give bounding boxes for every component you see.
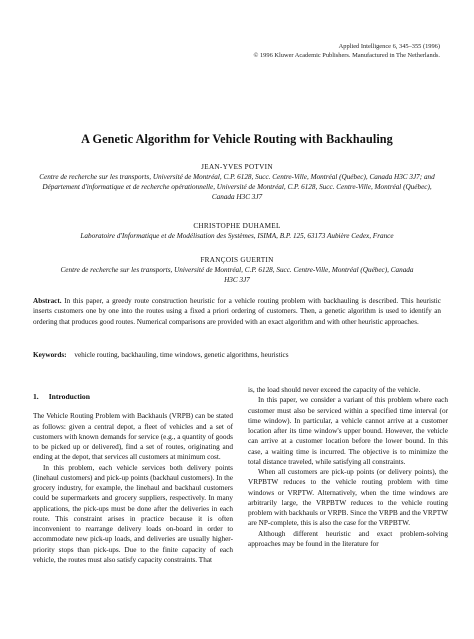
paragraph: is, the load should never exceed the capacity of the vehicle.: [248, 386, 421, 394]
author-affiliation: Laboratoire d'Informatique et de Modélisation des Systèmes, ISIMA, B.P. 125, 63173 Aubière Cedex, France: [80, 232, 394, 240]
author-name: FRANÇOIS GUERTIN: [200, 256, 274, 264]
abstract: [33, 296, 441, 327]
paper-title: A Genetic Algorithm for Vehicle Routing with Backhauling: [81, 132, 393, 146]
paragraph: Although different heuristic and exact problem-solving approaches may be found in the literature for: [248, 529, 448, 548]
right-column: [248, 385, 448, 549]
author-affiliation: Centre de recherche sur les transports, Université de Montréal, C.P. 6128, Succ. Centre-Ville, Montréal (Québec), Canada H3C 3J7; and Département d'informatique et de recherche opérationnelle, Université de Montréal, C.P. 6128, Succ. Centre-Ville, Montréal (Québec), Canada H3C 3J7: [39, 173, 435, 201]
keywords-label: Keywords:: [33, 351, 67, 359]
journal-citation: Applied Intelligence 6, 345–355 (1996): [338, 43, 440, 50]
section-heading: [33, 392, 233, 402]
keywords: [33, 350, 441, 360]
copyright-notice: © 1996 Kluwer Academic Publishers. Manufactured in The Netherlands.: [253, 52, 440, 59]
journal-header: [254, 42, 440, 60]
paragraph: In this paper, we consider a variant of this problem where each customer must also be serviced within a specified time interval (or time window). In particular, a vehicle cannot arrive at a customer location after its time window's upper bound. However, the vehicle can arrive at a customer location before the lower bound. In this case, a waiting time is incurred. The objective is to minimize the total distance traveled, while satisfying all constraints.: [248, 396, 448, 466]
author-block-3: [60, 255, 414, 285]
abstract-text: In this paper, a greedy route construction heuristic for a vehicle routing problem with backhauling is described. This heuristic inserts customers one by one into the routes using a fixed a priori ordering of customers. Then, a genetic algorithm is used to identify an ordering that produces good routes. Numerical comparisons are provided with an exact algorithm and with other heuristic approaches.: [33, 297, 441, 326]
section-title: Introduction: [48, 392, 90, 401]
author-affiliation: Centre de recherche sur les transports, Université de Montréal, C.P. 6128, Succ. Centre-Ville, Montréal (Québec), Canada H3C 3J7: [60, 266, 414, 284]
author-block-1: [26, 162, 448, 202]
paragraph: When all customers are pick-up points (or delivery points), the VRPBTW reduces to the vehicle routing problem with time windows or VRPTW. Alternatively, when the time windows are arbitrarily large, the VRPBTW reduces to the vehicle routing problem with backhauls or VRPB. Since the VRPB and the VRPTW are NP-complete, this is also the case for the VRPBTW.: [248, 468, 448, 528]
paragraph: In this problem, each vehicle services both delivery points (linehaul customers) and pick-up points (backhaul customers). In the grocery industry, for example, the linehaul and backhaul customers could be supermarkets and grocery suppliers, respectively. In many applications, the pick-ups must be done after the deliveries in each route. This constraint arises in practice because it is often inconvenient to rearrange delivery loads on-board in order to accommodate new pick-up loads, and deliveries are usually higher-priority stops than pick-ups. Due to the finite capacity of each vehicle, the routes must also satisfy capacity constraints. That: [33, 463, 233, 564]
author-name: CHRISTOPHE DUHAMEL: [193, 222, 281, 230]
left-column: [33, 392, 233, 565]
paragraph: The Vehicle Routing Problem with Backhauls (VRPB) can be stated as follows: given a central depot, a fleet of vehicles and a set of customers with known demands for service (e.g., a quantity of goods to be picked up or delivered), find a set of routes, originating and ending at the depot, that services all customers at minimum cost.: [33, 412, 233, 462]
section-number: 1.: [33, 392, 39, 401]
author-name: JEAN-YVES POTVIN: [201, 163, 273, 171]
author-block-2: [26, 221, 448, 241]
abstract-label: Abstract.: [33, 297, 62, 305]
keywords-text: vehicle routing, backhauling, time windows, genetic algorithms, heuristics: [74, 351, 289, 359]
